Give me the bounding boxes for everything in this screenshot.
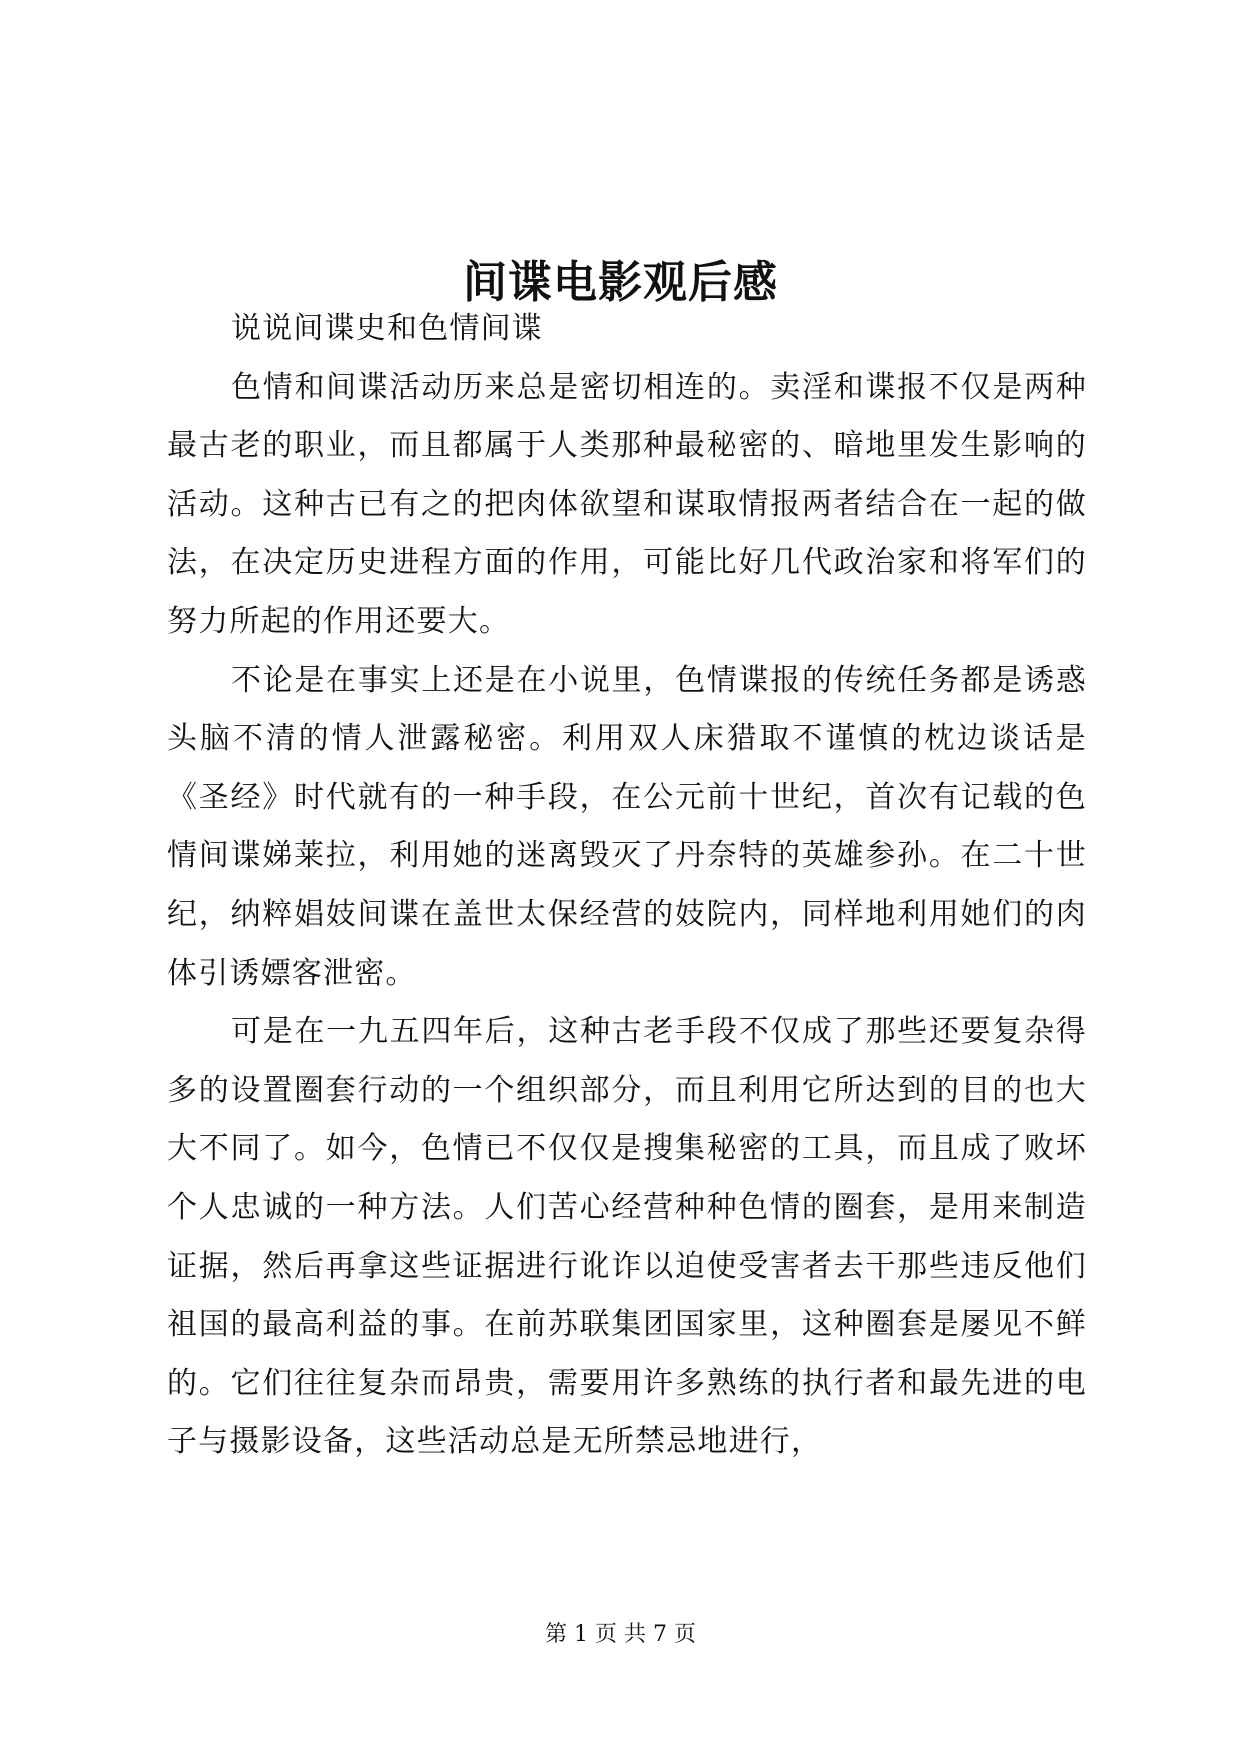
paragraph-2: 不论是在事实上还是在小说里，色情谍报的传统任务都是诱惑头脑不清的情人泄露秘密。利用双人床猎取不谨慎的枕边谈话是《圣经》时代就有的一种手段，在公元前十世纪，首次有记载的色情间谍娣莱拉，利用她的迷离毁灭了丹奈特的英雄参孙。在二十世纪，纳粹娼妓间谍在盖世太保经营的妓院内，同样地利用她们的肉体引诱嫖客泄密。 [167,662,1087,991]
document-title: 间谍电影观后感 [463,257,778,309]
paragraph-3: 可是在一九五四年后，这种古老手段不仅成了那些还要复杂得多的设置圈套行动的一个组织部分，而且利用它所达到的目的也大大不同了。如今，色情已不仅仅是搜集秘密的工具，而且成了败坏个人忠诚的一种方法。人们苦心经营种种色情的圈套，是用来制造证据，然后再拿这些证据进行讹诈以迫使受害者去干那些违反他们祖国的最高利益的事。在前苏联集团国家里，这种圈套是屡见不鲜的。它们往往复杂而昂贵，需要用许多熟练的执行者和最先进的电子与摄影设备，这些活动总是无所禁忌地进行， [167,1014,1087,1460]
document-body [167,300,1087,1472]
paragraph-subtitle: 说说间谍史和色情间谍 [231,311,543,346]
page-number-footer: 第 1 页 共 7 页 [545,1622,696,1647]
paragraph-1: 色情和间谍活动历来总是密切相连的。卖淫和谍报不仅是两种最古老的职业，而且都属于人类那种最秘密的、暗地里发生影响的活动。这种古已有之的把肉体欲望和谋取情报两者结合在一起的做法，在决定历史进程方面的作用，可能比好几代政治家和将军们的努力所起的作用还要大。 [167,369,1087,639]
